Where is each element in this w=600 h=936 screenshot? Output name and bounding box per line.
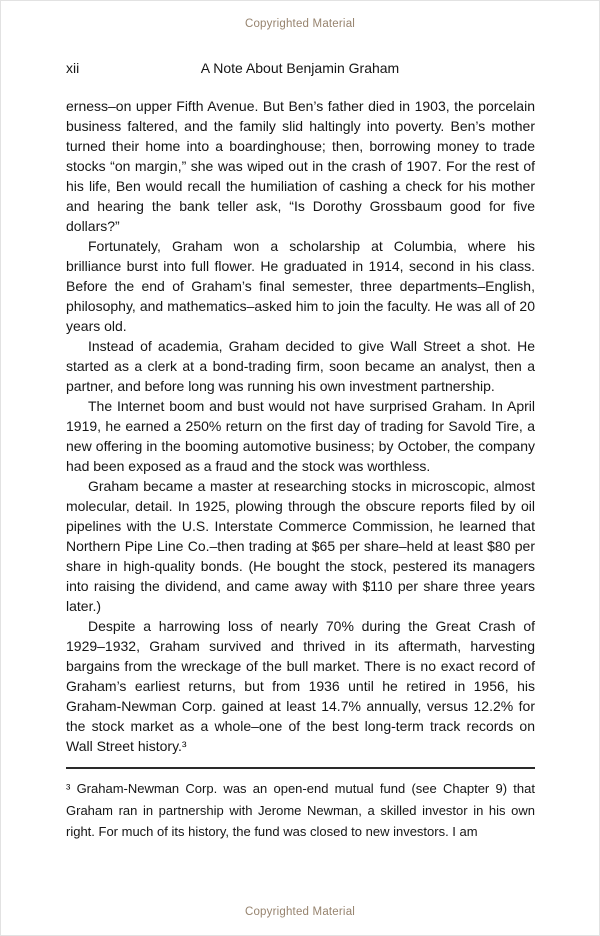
paragraph: Despite a harrowing loss of nearly 70% during the Great Crash of 1929–1932, Graham survived and thrived in its aftermath, harvesting bargains from the wreckage of the bull market. There is no exact record of Graham’s earliest returns, but from 1936 until he retired in 1956, his Graham-Newman Corp. gained at least 14.7% annually, versus 12.2% for the stock market as a whole–one of the best long-term track records on Wall Street history.³ — [66, 618, 535, 754]
paragraph: erness–on upper Fifth Avenue. But Ben’s father died in 1903, the porcelain business faltered, and the family slid haltingly into poverty. Ben’s mother turned their home into a boardinghouse; then, borrowing money to trade stocks “on margin,” she was wiped out in the crash of 1907. For the rest of his life, Ben would recall the humiliation of cashing a check for his mother and hearing the bank teller ask, “Is Dorothy Grossbaum good for five dollars?” — [66, 98, 535, 234]
running-title: A Note About Benjamin Graham — [200, 60, 400, 76]
paragraph: Fortunately, Graham won a scholarship at Columbia, where his brilliance burst into full flower. He graduated in 1914, second in his class. Before the end of Graham’s final semester, three departments–English, philosophy, and mathematics–asked him to join the faculty. He was all of 20 years old. — [66, 238, 535, 334]
paragraph: The Internet boom and bust would not have surprised Graham. In April 1919, he earned a 250% return on the first day of trading for Savold Tire, a new offering in the booming automotive business; by October, the company had been exposed as a fraud and the stock was worthless. — [66, 398, 535, 474]
copyright-notice-top: Copyrighted Material — [244, 18, 356, 30]
page-header — [66, 60, 534, 77]
body-text — [66, 96, 535, 756]
page-number: xii — [66, 60, 80, 76]
copyright-notice-bottom: Copyrighted Material — [244, 906, 356, 918]
paragraph: Instead of academia, Graham decided to give Wall Street a shot. He started as a clerk at a bond-trading firm, soon became an analyst, then a partner, and before long was running his own investment partnership. — [66, 338, 535, 394]
footnote-text: ³ Graham-Newman Corp. was an open-end mutual fund (see Chapter 9) that Graham ran in partnership with Jerome Newman, a skilled investor in his own right. For much of its history, the fund was closed to new investors. I am — [66, 781, 535, 839]
paragraph: Graham became a master at researching stocks in microscopic, almost molecular, detail. In 1925, plowing through the obscure reports filed by oil pipelines with the U.S. Interstate Commerce Commission, he learned that Northern Pipe Line Co.–then trading at $65 per share–held at least $80 per share in high-quality bonds. (He bought the stock, pestered its managers into raising the dividend, and came away with $110 per share three years later.) — [66, 478, 535, 614]
footnote-divider — [66, 767, 535, 769]
